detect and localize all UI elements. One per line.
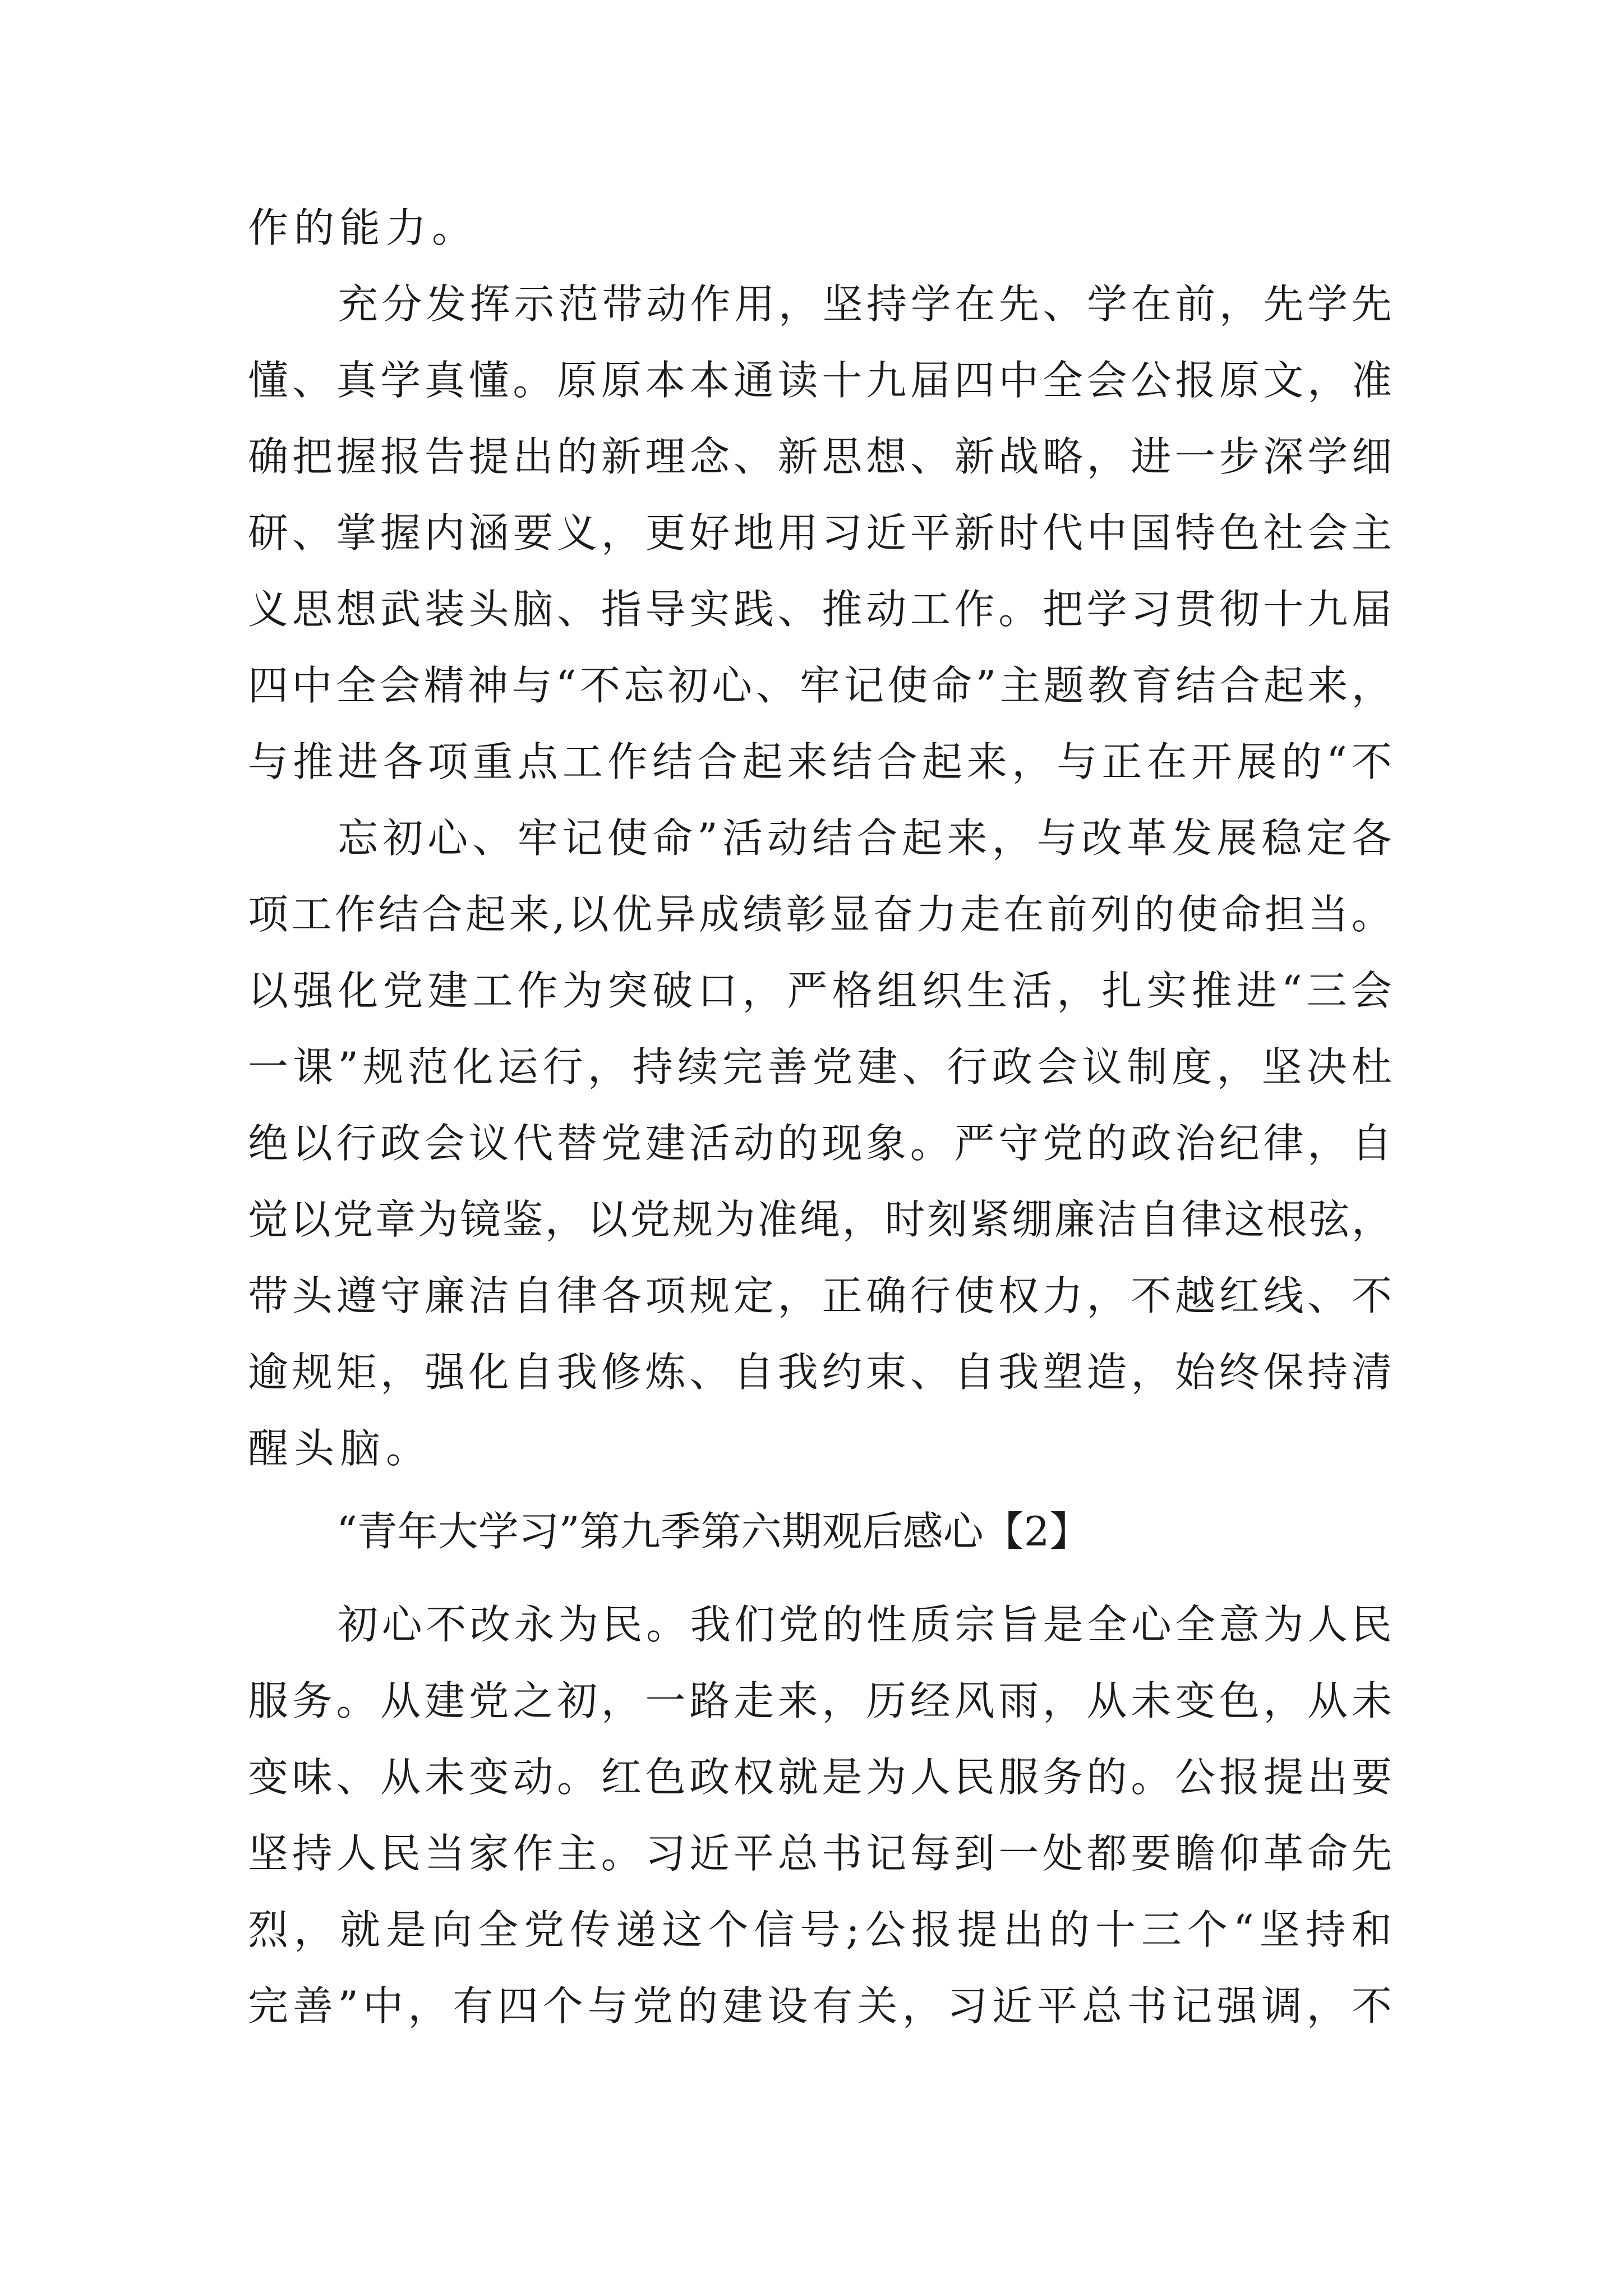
- text-line: 变 味 、 从 未 变 动 。 红 色 政 权 就 是 为 人 民 服 务 的 。 公 报 提 出 要: [248, 1754, 1392, 1801]
- text-line: 四 中 全 会 精 神 与 “ 不 忘 初 心 、 牢 记 使 命 ” 主 题 教 育 结 合 起 来 ，: [248, 662, 1392, 709]
- text-line: 确 把 握 报 告 提 出 的 新 理 念 、 新 思 想 、 新 战 略 ， 进 一 步 深 学 细: [248, 433, 1392, 480]
- text-line: 带 头 遵 守 廉 洁 自 律 各 项 规 定 ， 正 确 行 使 权 力 ， 不 越 红 线 、 不: [248, 1272, 1392, 1319]
- text-line: 充 分 发 挥 示 范 带 动 作 用 ， 坚 持 学 在 先 、 学 在 前 ， 先 学 先: [338, 280, 1392, 328]
- text-line: 觉 以 党 章 为 镜 鉴 ， 以 党 规 为 准 绳 ， 时 刻 紧 绷 廉 洁 自 律 这 根 弦 ，: [248, 1196, 1392, 1243]
- text-line: 以 强 化 党 建 工 作 为 突 破 口 ， 严 格 组 织 生 活 ， 扎 实 推 进 “ 三 会: [248, 967, 1392, 1014]
- text-line: 服 务 。 从 建 党 之 初 ， 一 路 走 来 ， 历 经 风 雨 ， 从 未 变 色 ， 从 未: [248, 1677, 1392, 1724]
- text-line: 烈 ， 就 是 向 全 党 传 递 这 个 信 号 ; 公 报 提 出 的 十 三 个 “ 坚 持 和: [248, 1906, 1392, 1953]
- text-line: 项 工 作 结 合 起 来 , 以 优 异 成 绩 彰 显 奋 力 走 在 前 列 的 使 命 担 当 。: [248, 891, 1392, 938]
- text-line: 忘 初 心 、 牢 记 使 命 ” 活 动 结 合 起 来 ， 与 改 革 发 展 稳 定 各: [338, 815, 1392, 862]
- text-line: 绝 以 行 政 会 议 代 替 党 建 活 动 的 现 象 。 严 守 党 的 政 治 纪 律 ， 自: [248, 1120, 1392, 1167]
- text-line: 研 、 掌 握 内 涵 要 义 ， 更 好 地 用 习 近 平 新 时 代 中 国 特 色 社 会 主: [248, 509, 1392, 556]
- text-line: 逾 规 矩 ， 强 化 自 我 修 炼 、 自 我 约 束 、 自 我 塑 造 ， 始 终 保 持 清: [248, 1349, 1392, 1396]
- text-line: 义 思 想 武 装 头 脑 、 指 导 实 践 、 推 动 工 作 。 把 学 习 贯 彻 十 九 届: [248, 586, 1392, 633]
- text-line: 完 善 ” 中 ， 有 四 个 与 党 的 建 设 有 关 ， 习 近 平 总 书 记 强 调 ， 不: [248, 1982, 1392, 2030]
- text-line: 初 心 不 改 永 为 民 。 我 们 党 的 性 质 宗 旨 是 全 心 全 意 为 人 民: [338, 1601, 1392, 1648]
- text-line: 与 推 进 各 项 重 点 工 作 结 合 起 来 结 合 起 来 ， 与 正 在 开 展 的 “ 不: [248, 738, 1392, 785]
- text-line: 作 的 能 力 。: [248, 204, 473, 251]
- text-line: 坚 持 人 民 当 家 作 主 。 习 近 平 总 书 记 每 到 一 处 都 要 瞻 仰 革 命 先: [248, 1830, 1392, 1877]
- text-line: 一 课 ” 规 范 化 运 行 ， 持 续 完 善 党 建 、 行 政 会 议 制 度 ， 坚 决 杜: [248, 1043, 1392, 1091]
- section-heading: “青年大学习”第九季第六期观后感心【2】: [336, 1508, 1090, 1555]
- text-line: 醒 头 脑 。: [248, 1425, 427, 1472]
- text-line: 懂 、 真 学 真 懂 。 原 原 本 本 通 读 十 九 届 四 中 全 会 公 报 原 文 ， 准: [248, 357, 1392, 404]
